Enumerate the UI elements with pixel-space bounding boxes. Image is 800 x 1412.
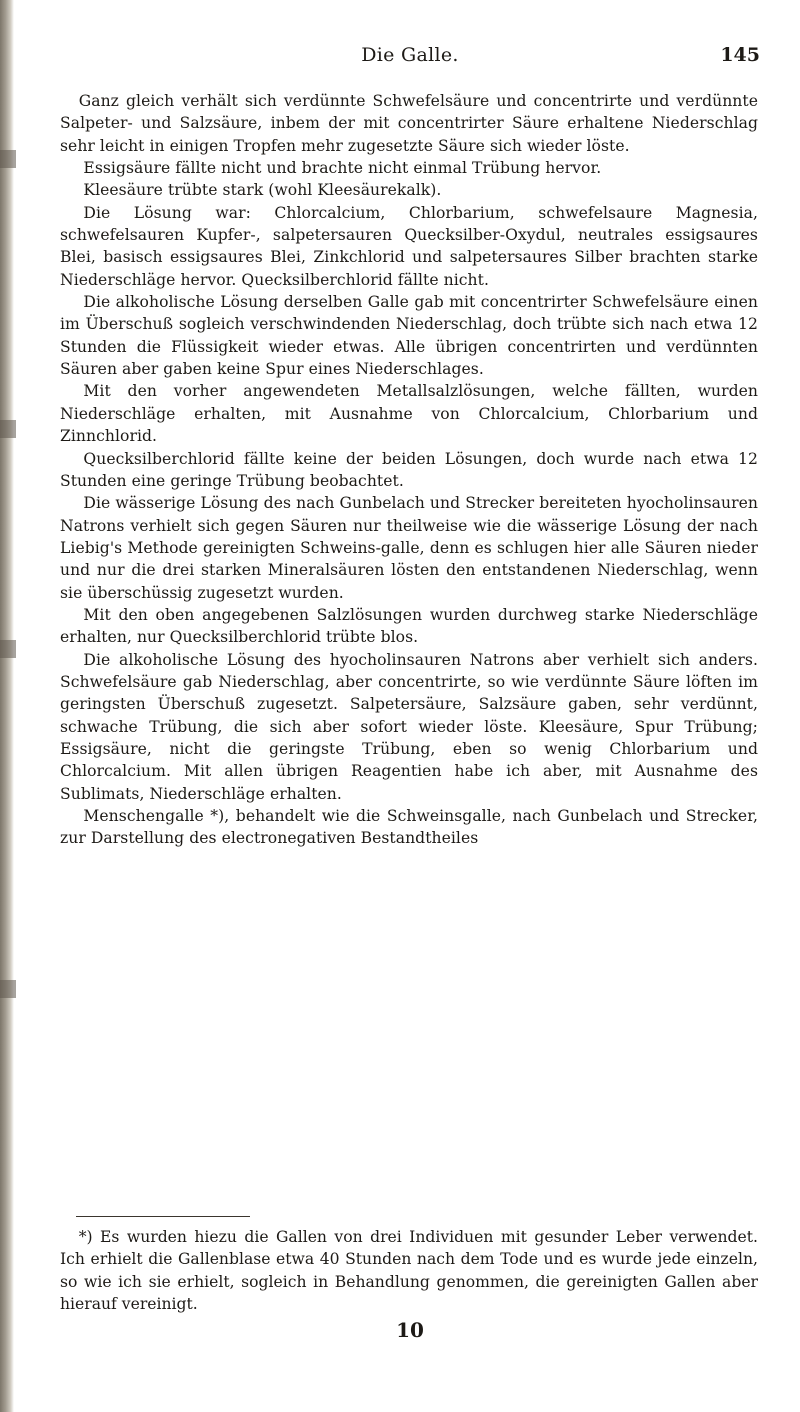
paragraph: Die alkoholische Lösung des hyocholinsauren Natrons aber verhielt sich anders. Schwefelsäure gab Niederschlag, aber concentrirte, so wie verdünnte Säure löften im geringsten Überschuß zugesetzt. Salpetersäure, Salzsäure gaben, sehr verdünnt, schwache Trübung, die sich aber sofort wieder löste. Kleesäure, Spur Trübung; Essigsäure, nicht die geringste Trübung, eben so wenig Chlorbarium und Chlorcalcium. Mit allen übrigen Reagentien habe ich aber, mit Ausnahme des Sublimats, Niederschläge erhalten.	[60, 650, 758, 803]
footnote-text: *) Es wurden hiezu die Gallen von drei Individuen mit gesunder Leber verwendet. Ich erhielt die Gallenblase etwa 40 Stunden nach dem Tode und es wurde jede einzeln, so wie ich sie erhielt, sogleich in Behandlung genommen, die gereinigten Gallen aber hierauf vereinigt.	[60, 1228, 758, 1314]
page-number: 145	[720, 44, 760, 66]
gutter-mark	[0, 420, 16, 438]
footnote	[60, 1226, 758, 1315]
binding-gutter	[0, 0, 14, 1412]
paragraph: Mit den oben angegebenen Salzlösungen wurden durchweg starke Niederschläge erhalten, nur Quecksilberchlorid trübte blos.	[60, 605, 758, 647]
paragraph: Quecksilberchlorid fällte keine der beiden Lösungen, doch wurde nach etwa 12 Stunden eine geringe Trübung beobachtet.	[60, 449, 758, 490]
page-header	[60, 44, 760, 74]
body-text	[60, 90, 758, 850]
paragraph: Ganz gleich verhält sich verdünnte Schwefelsäure und concentrirte und verdünnte Salpeter- und Salzsäure, inbem der mit concentrirter Säure erhaltene Niederschlag sehr leicht in einigen Tropfen mehr zugesetzte Säure sich wieder löste.	[60, 92, 758, 155]
paragraph: Die wässerige Lösung des nach Gunbelach und Strecker bereiteten hyocholinsauren Natrons verhielt sich gegen Säuren nur theilweise wie die wässerige Lösung der nach Liebig's Methode gereinigten Schweins-galle, denn es schlugen hier alle Säuren nieder und nur die drei starken Mineralsäuren lösten den entstandenen Niederschlag, wenn sie überschüssig zugesetzt wurden.	[60, 494, 758, 602]
paragraph: Die alkoholische Lösung derselben Galle gab mit concentrirter Schwefelsäure einen im Überschuß sogleich verschwindenden Niederschlag, doch trübte sich nach etwa 12 Stunden die Flüssigkeit wieder etwas. Alle übrigen concentrirten und verdünnten Säuren aber gaben keine Spur eines Niederschlages.	[60, 293, 758, 379]
signature-mark: 10	[396, 1318, 424, 1342]
gutter-mark	[0, 640, 16, 658]
gutter-mark	[0, 980, 16, 998]
gutter-mark	[0, 150, 16, 168]
running-title: Die Galle.	[361, 44, 459, 66]
footnote-rule	[76, 1216, 250, 1217]
paragraph: Mit den vorher angewendeten Metallsalzlösungen, welche fällten, wurden Niederschläge erhalten, mit Ausnahme von Chlorcalcium, Chlorbarium und Zinnchlorid.	[60, 382, 758, 446]
paragraph: Menschengalle *), behandelt wie die Schweinsgalle, nach Gunbelach und Strecker, zur Darstellung des electronegativen Bestandtheiles	[60, 807, 758, 848]
paragraph: Essigsäure fällte nicht und brachte nicht einmal Trübung hervor.	[83, 159, 602, 178]
paragraph: Kleesäure trübte stark (wohl Kleesäurekalk).	[83, 181, 442, 200]
paragraph: Die Lösung war: Chlorcalcium, Chlorbarium, schwefelsaure Magnesia, schwefelsauren Kupfer-, salpetersauren Quecksilber-Oxydul, neutrales essigsaures Blei, basisch essigsaures Blei, Zinkchlorid und salpetersaures Silber brachten starke Niederschläge hervor. Quecksilberchlorid fällte nicht.	[60, 203, 758, 289]
